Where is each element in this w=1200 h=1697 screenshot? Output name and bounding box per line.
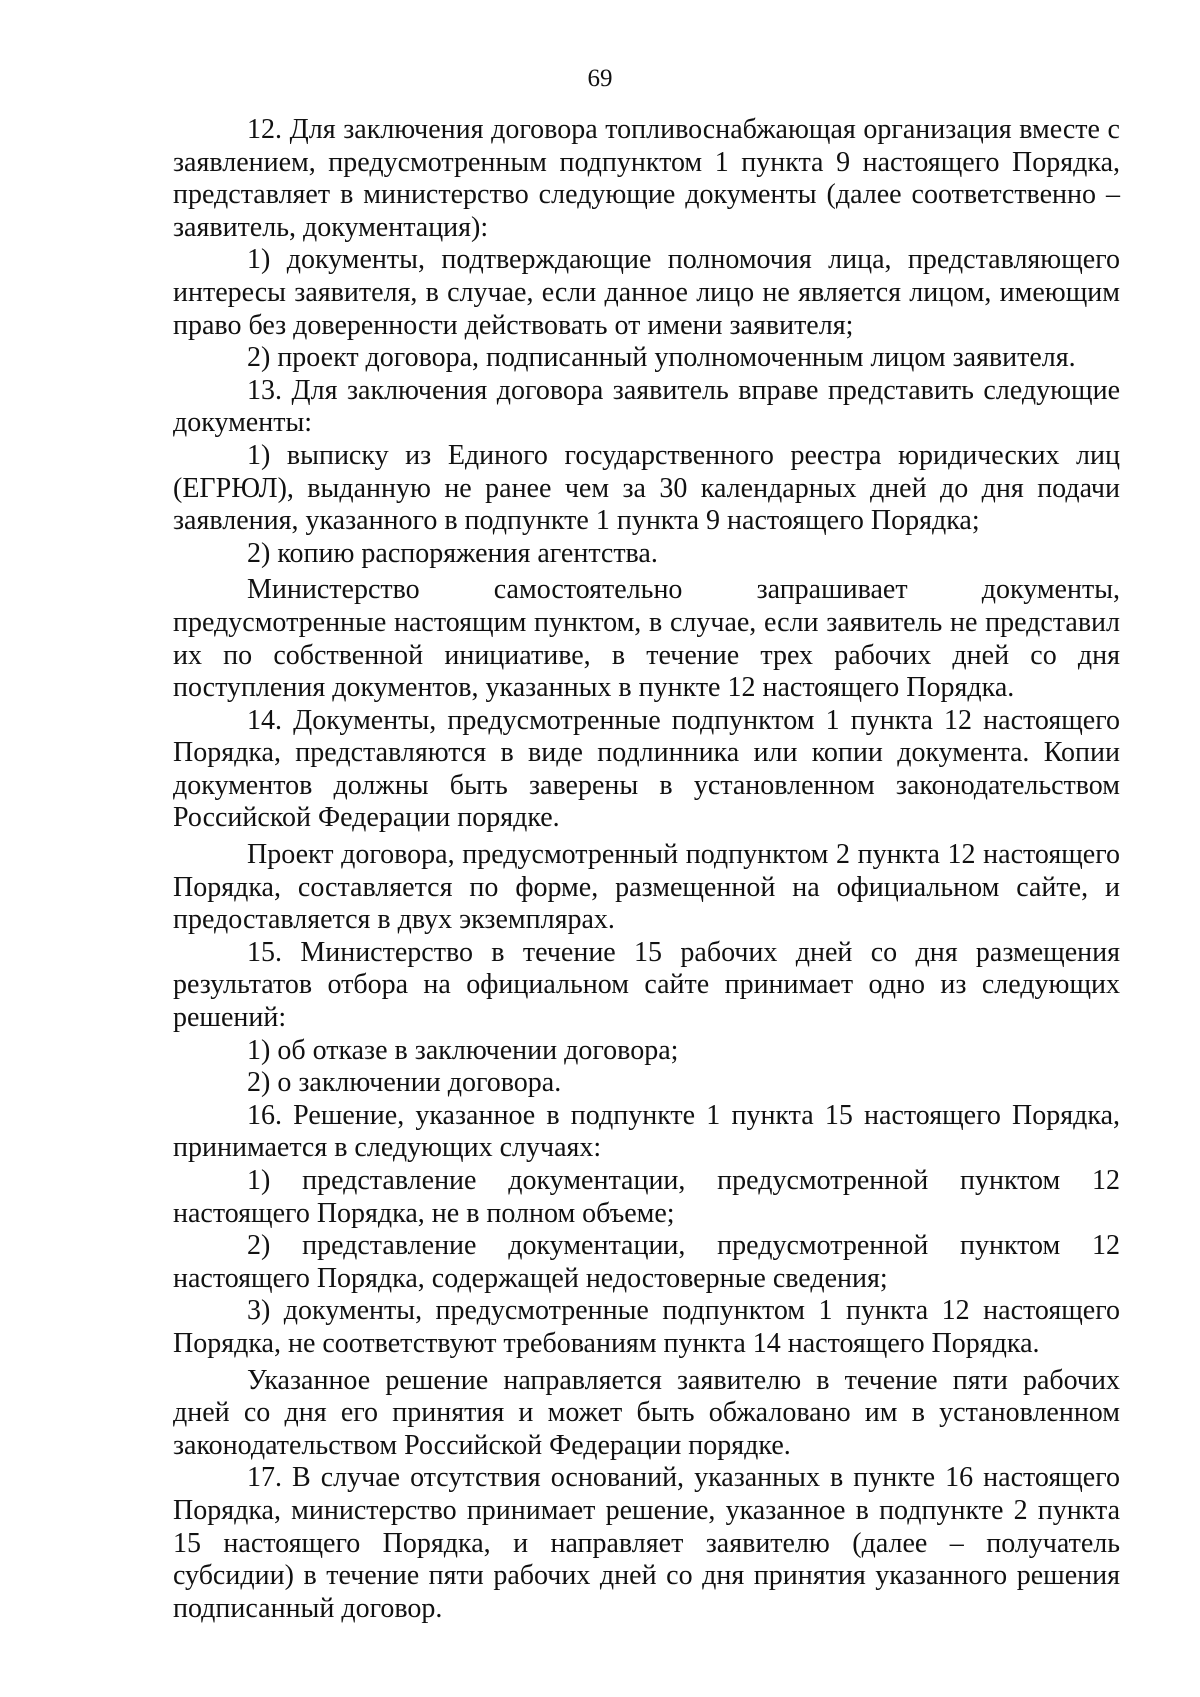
paragraph-16-item-2: 2) представление документации, предусмотренной пунктом 12 настоящего Порядка, содержащей недостоверные сведения; <box>173 1230 1120 1294</box>
paragraph-16-note: Указанное решение направляется заявителю в течение пяти рабочих дней со дня его принятия и может быть обжаловано им в установленном законодательством Российской Федерации порядке. <box>173 1364 1120 1461</box>
document-body <box>173 114 1120 1625</box>
paragraph-13-note: Министерство самостоятельно запрашивает документы, предусмотренные настоящим пунктом, в случае, если заявитель не представил их по собственной инициативе, в течение трех рабочих дней со дня поступления документов, указанных в пункте 12 настоящего Порядка. <box>173 574 1120 704</box>
paragraph-16-item-3: 3) документы, предусмотренные подпунктом 1 пункта 12 настоящего Порядка, не соответствуют требованиям пункта 14 настоящего Порядка. <box>173 1295 1120 1359</box>
paragraph-12: 12. Для заключения договора топливоснабжающая организация вместе с заявлением, предусмотренным подпунктом 1 пункта 9 настоящего Порядка, представляет в министерство следующие документы (далее соответственно – заявитель, документация): <box>173 114 1120 243</box>
paragraph-15: 15. Министерство в течение 15 рабочих дней со дня размещения результатов отбора на официальном сайте принимает одно из следующих решений: <box>173 936 1120 1034</box>
paragraph-15-item-2: 2) о заключении договора. <box>247 1067 562 1099</box>
paragraph-13: 13. Для заключения договора заявитель вправе представить следующие документы: <box>173 374 1120 439</box>
paragraph-17: 17. В случае отсутствия оснований, указанных в пункте 16 настоящего Порядка, министерство принимает решение, указанное в подпункте 2 пункта 15 настоящего Порядка, и направляет заявителю (далее – получатель субсидии) в течение пяти рабочих дней со дня принятия указанного решения подписанный договор. <box>173 1462 1120 1624</box>
paragraph-12-item-1: 1) документы, подтверждающие полномочия лица, представляющего интересы заявителя, в случае, если данное лицо не является лицом, имеющим право без доверенности действовать от имени заявителя; <box>173 244 1120 341</box>
paragraph-12-item-2: 2) проект договора, подписанный уполномоченным лицом заявителя. <box>247 342 1076 374</box>
paragraph-13-item-2: 2) копию распоряжения агентства. <box>247 537 658 569</box>
page-number: 69 <box>587 65 613 92</box>
paragraph-15-item-1: 1) об отказе в заключении договора; <box>247 1034 679 1066</box>
paragraph-16-item-1: 1) представление документации, предусмотренной пунктом 12 настоящего Порядка, не в полном объеме; <box>173 1165 1120 1229</box>
paragraph-13-item-1: 1) выписку из Единого государственного реестра юридических лиц (ЕГРЮЛ), выданную не ранее чем за 30 календарных дней до дня подачи заявления, указанного в подпункте 1 пункта 9 настоящего Порядка; <box>173 439 1120 537</box>
paragraph-14: 14. Документы, предусмотренные подпунктом 1 пункта 12 настоящего Порядка, представляются в виде подлинника или копии документа. Копии документов должны быть заверены в установленном законодательством Российской Федерации порядке. <box>173 704 1120 834</box>
paragraph-16: 16. Решение, указанное в подпункте 1 пункта 15 настоящего Порядка, принимается в следующих случаях: <box>173 1099 1120 1164</box>
paragraph-14-draft: Проект договора, предусмотренный подпунктом 2 пункта 12 настоящего Порядка, составляется по форме, размещенной на официальном сайте, и предоставляется в двух экземплярах. <box>173 839 1120 936</box>
